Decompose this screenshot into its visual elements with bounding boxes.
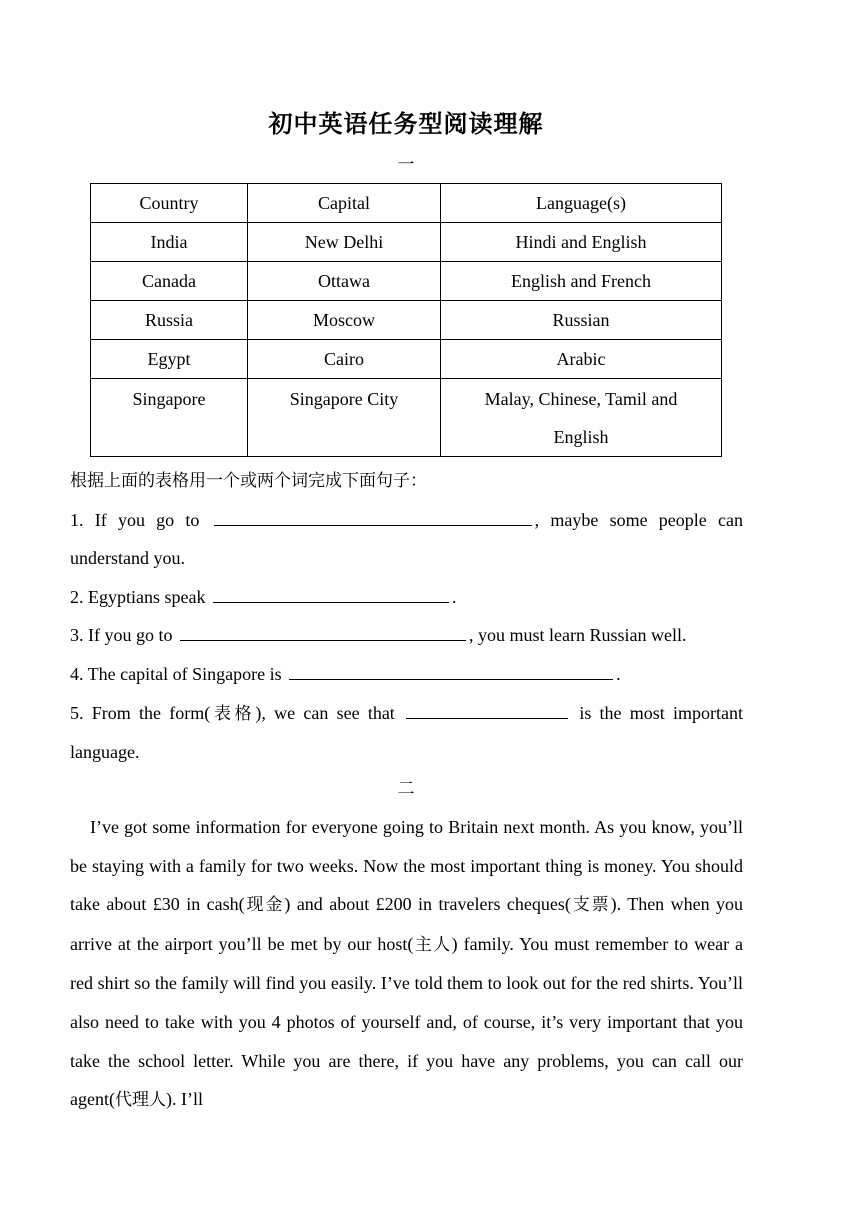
question-text: is the most important <box>579 702 744 723</box>
table-header-cell: Country <box>91 184 248 223</box>
passage-text: ). Then when you arrive at the airport you’ll be met by our host( <box>70 894 744 954</box>
table-cell: Hindi and English <box>441 223 722 262</box>
table-row <box>91 340 722 379</box>
table-cell-line: English <box>553 427 609 447</box>
passage-text-cn: 支票 <box>570 895 611 916</box>
table-cell-line: Malay, Chinese, Tamil and <box>484 389 678 409</box>
table-cell: Singapore <box>91 379 248 457</box>
table-cell: Moscow <box>248 301 441 340</box>
question-1 <box>70 501 743 540</box>
passage-text: ) family. You must remember to wear a red shirt so the family will find you easily. I’ve told them to look out for the red shirts. You’ll also need to take with you 4 photos of yourself and, of course, it’s very important that you take the school letter. While you are there, if you have any problems, you can call our agent( <box>70 933 743 1110</box>
question-4 <box>70 655 743 694</box>
answer-blank[interactable] <box>214 511 532 526</box>
table-header-row <box>91 184 722 223</box>
question-text: 5. From the form( <box>70 702 211 723</box>
answer-blank[interactable] <box>406 704 568 719</box>
table-cell: Russia <box>91 301 248 340</box>
reading-passage <box>70 808 743 1120</box>
question-text: 3. If you go to <box>70 625 173 646</box>
question-text: , you must learn Russian well. <box>469 625 687 646</box>
question-text: 1. If you go to <box>70 509 200 530</box>
table-cell: Canada <box>91 262 248 301</box>
table-cell: Russian <box>441 301 722 340</box>
table-cell: Cairo <box>248 340 441 379</box>
questions-block <box>70 462 743 772</box>
question-2 <box>70 578 743 617</box>
passage-text-cn: 现金 <box>244 895 285 916</box>
table-cell: Singapore City <box>248 379 441 457</box>
table-header-cell: Language(s) <box>441 184 722 223</box>
question-text: 2. Egyptians speak <box>70 586 206 607</box>
table-cell: Arabic <box>441 340 722 379</box>
passage-text: I’ve got some information for everyone going to Britain next month. As you know, you’ll be staying with a family for two weeks. Now the most important thing is money. You should take about £30 in cash( <box>70 817 743 915</box>
question-text: , maybe some people can <box>534 509 743 530</box>
table-cell: English and French <box>441 262 722 301</box>
question-text: . <box>616 663 621 684</box>
country-table <box>90 183 722 457</box>
passage-text: ) and about £200 in travelers cheques( <box>284 894 571 915</box>
question-text-cn: 表格 <box>210 703 256 724</box>
question-3 <box>70 616 743 655</box>
table-header-cell: Capital <box>248 184 441 223</box>
table-cell: Ottawa <box>248 262 441 301</box>
table-row <box>91 301 722 340</box>
question-5-continued: language. <box>70 742 140 763</box>
table-row <box>91 379 722 457</box>
section-heading-2: 二 <box>397 779 415 799</box>
table-cell: India <box>91 223 248 262</box>
question-text: ), we can see that <box>255 702 395 723</box>
table-cell: Egypt <box>91 340 248 379</box>
answer-blank[interactable] <box>213 588 449 603</box>
table-cell <box>441 379 722 457</box>
section-heading-1: 一 <box>397 155 415 175</box>
passage-text-cn: 主人 <box>413 934 452 955</box>
table-cell: New Delhi <box>248 223 441 262</box>
question-text: . <box>451 586 457 607</box>
question-1-continued: understand you. <box>70 548 185 569</box>
table-row <box>91 223 722 262</box>
passage-text-cn: 代理人 <box>114 1090 166 1111</box>
answer-blank[interactable] <box>180 626 466 641</box>
table-row <box>91 262 722 301</box>
passage-text: ). I’ll <box>165 1089 203 1110</box>
instruction-text: 根据上面的表格用一个或两个词完成下面句子： <box>70 471 427 491</box>
question-text: 4. The capital of Singapore is <box>70 663 282 684</box>
question-5 <box>70 694 743 734</box>
page-title: 初中英语任务型阅读理解 <box>268 110 544 138</box>
answer-blank[interactable] <box>289 665 613 680</box>
